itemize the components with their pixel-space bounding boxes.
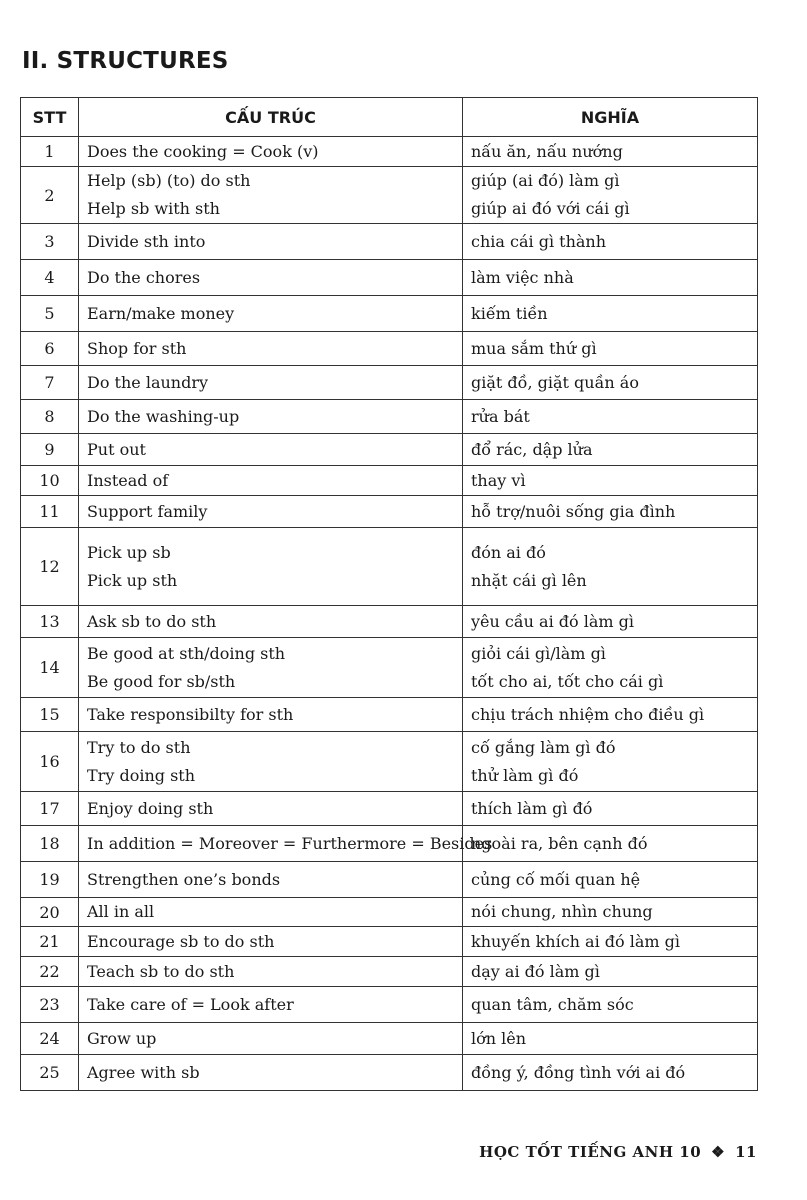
- structure-cell: [79, 434, 463, 466]
- table-row: [21, 898, 758, 927]
- table-body: [21, 137, 758, 1091]
- structure-text: Shop for sth: [87, 338, 187, 358]
- meaning-cell: [463, 792, 758, 826]
- row-number: 19: [21, 862, 79, 898]
- structure-cell: [79, 698, 463, 732]
- table-row: [21, 137, 758, 167]
- meaning-text: thích làm gì đó: [471, 798, 593, 818]
- row-number: 18: [21, 826, 79, 862]
- meaning-cell: [463, 927, 758, 957]
- meaning-text: ngoài ra, bên cạnh đó: [471, 833, 648, 853]
- structure-text: Do the washing-up: [87, 406, 240, 426]
- meaning-text: hỗ trợ/nuôi sống gia đình: [471, 501, 676, 521]
- book-title: HỌC TỐT TIẾNG ANH 10: [479, 1143, 702, 1161]
- table-row: [21, 366, 758, 400]
- table-row: [21, 434, 758, 466]
- row-number: 7: [21, 366, 79, 400]
- row-number: 5: [21, 296, 79, 332]
- structure-cell: [79, 1023, 463, 1055]
- row-number: 12: [21, 528, 79, 606]
- structure-cell: [79, 927, 463, 957]
- structure-cell: [79, 826, 493, 862]
- meaning-cell: [463, 528, 758, 606]
- row-number: 20: [21, 898, 79, 927]
- table-row: [21, 987, 758, 1023]
- section-title: II. STRUCTURES: [22, 48, 229, 74]
- meaning-cell: [463, 732, 758, 792]
- row-number: 15: [21, 698, 79, 732]
- structure-cell: [79, 987, 463, 1023]
- table-row: [21, 224, 758, 260]
- meaning-cell: [463, 698, 758, 732]
- structure-text: Enjoy doing sth: [87, 798, 214, 818]
- table-row: [21, 332, 758, 366]
- meaning-cell: [463, 434, 758, 466]
- meaning-text: thay vì: [471, 470, 526, 490]
- meaning-text: yêu cầu ai đó làm gì: [471, 611, 635, 631]
- structure-text: All in all: [87, 902, 155, 921]
- meaning-cell: [463, 366, 758, 400]
- meaning-cell: [463, 862, 758, 898]
- structure-cell: [79, 638, 463, 698]
- meaning-text: dạy ai đó làm gì: [471, 961, 600, 981]
- structure-cell: [79, 496, 463, 528]
- meaning-text: thử làm gì đó: [471, 765, 579, 785]
- structure-cell: [79, 137, 463, 167]
- structure-cell: [79, 400, 463, 434]
- structure-text: Be good for sb/sth: [87, 671, 236, 691]
- table-row: [21, 1055, 758, 1091]
- table-row: [21, 606, 758, 638]
- meaning-cell: [463, 224, 758, 260]
- table-row: [21, 496, 758, 528]
- table-row: [21, 296, 758, 332]
- meaning-cell: [463, 957, 758, 987]
- row-number: 21: [21, 927, 79, 957]
- structure-text: Strengthen one’s bonds: [87, 869, 281, 889]
- meaning-text: giỏi cái gì/làm gì: [471, 643, 606, 663]
- structure-cell: [79, 260, 463, 296]
- row-number: 10: [21, 466, 79, 496]
- meaning-text: mua sắm thứ gì: [471, 338, 597, 358]
- row-number: 23: [21, 987, 79, 1023]
- structure-text: Instead of: [87, 470, 169, 490]
- row-number: 13: [21, 606, 79, 638]
- meaning-text: nhặt cái gì lên: [471, 570, 587, 590]
- table-row: [21, 698, 758, 732]
- table-row: [21, 862, 758, 898]
- structure-cell: [79, 224, 463, 260]
- structure-text: Do the chores: [87, 267, 201, 287]
- meaning-cell: [463, 400, 758, 434]
- structure-cell: [79, 1055, 463, 1091]
- meaning-cell: [463, 296, 758, 332]
- row-number: 2: [21, 167, 79, 224]
- header-structure: CẤU TRÚC: [79, 98, 463, 137]
- meaning-text: đồng ý, đồng tình với ai đó: [471, 1062, 686, 1082]
- meaning-cell: [463, 466, 758, 496]
- meaning-cell: [463, 638, 758, 698]
- structure-cell: [79, 167, 463, 224]
- table-row: [21, 167, 758, 224]
- structure-cell: [79, 792, 463, 826]
- meaning-text: chia cái gì thành: [471, 231, 607, 251]
- structures-table: [20, 97, 758, 1091]
- structure-text: Ask sb to do sth: [87, 611, 217, 631]
- meaning-text: cố gắng làm gì đó: [471, 737, 616, 757]
- row-number: 22: [21, 957, 79, 987]
- meaning-text: chịu trách nhiệm cho điều gì: [471, 704, 705, 724]
- meaning-cell: [463, 1023, 758, 1055]
- structure-text: Be good at sth/doing sth: [87, 643, 286, 663]
- structure-cell: [79, 528, 463, 606]
- meaning-text: nói chung, nhìn chung: [471, 902, 653, 921]
- structure-text: Take responsibilty for sth: [87, 704, 294, 724]
- row-number: 6: [21, 332, 79, 366]
- page-number: 11: [735, 1143, 757, 1161]
- structure-text: Do the laundry: [87, 372, 209, 392]
- header-meaning: NGHĨA: [463, 98, 758, 137]
- structure-text: Agree with sb: [87, 1062, 200, 1082]
- row-number: 3: [21, 224, 79, 260]
- meaning-text: củng cố mối quan hệ: [471, 869, 641, 889]
- structure-text: Teach sb to do sth: [87, 961, 235, 981]
- structure-text: Earn/make money: [87, 303, 235, 323]
- structure-text: Put out: [87, 439, 146, 459]
- meaning-cell: [463, 987, 758, 1023]
- table-row: [21, 927, 758, 957]
- row-number: 14: [21, 638, 79, 698]
- row-number: 16: [21, 732, 79, 792]
- structure-cell: [79, 606, 463, 638]
- meaning-cell: [463, 167, 758, 224]
- page-footer: [479, 1143, 757, 1161]
- structure-text: Encourage sb to do sth: [87, 931, 275, 951]
- structure-cell: [79, 466, 463, 496]
- structure-text: Help (sb) (to) do sth: [87, 171, 251, 190]
- structure-text: Does the cooking = Cook (v): [87, 141, 319, 161]
- meaning-text: lớn lên: [471, 1028, 527, 1048]
- meaning-text: kiếm tiền: [471, 303, 548, 323]
- structure-text: Try to do sth: [87, 737, 191, 757]
- structure-text: In addition = Moreover = Furthermore = Besides: [87, 833, 493, 853]
- table-row: [21, 732, 758, 792]
- meaning-text: tốt cho ai, tốt cho cái gì: [471, 671, 664, 691]
- structure-cell: [79, 366, 463, 400]
- row-number: 17: [21, 792, 79, 826]
- meaning-text: giúp (ai đó) làm gì: [471, 171, 620, 190]
- meaning-cell: [463, 606, 758, 638]
- table-row: [21, 957, 758, 987]
- meaning-text: giúp ai đó với cái gì: [471, 199, 630, 218]
- structure-cell: [79, 957, 463, 987]
- structure-text: Support family: [87, 501, 208, 521]
- table-row: [21, 792, 758, 826]
- structure-cell: [79, 732, 463, 792]
- table-row: [21, 638, 758, 698]
- row-number: 8: [21, 400, 79, 434]
- row-number: 1: [21, 137, 79, 167]
- meaning-cell: [463, 332, 758, 366]
- meaning-text: khuyến khích ai đó làm gì: [471, 931, 681, 951]
- row-number: 9: [21, 434, 79, 466]
- meaning-cell: [463, 137, 758, 167]
- structure-text: Grow up: [87, 1028, 157, 1048]
- meaning-text: đổ rác, dập lửa: [471, 439, 593, 459]
- structure-cell: [79, 296, 463, 332]
- structure-cell: [79, 332, 463, 366]
- meaning-text: đón ai đó: [471, 542, 546, 562]
- meaning-text: giặt đồ, giặt quần áo: [471, 372, 639, 392]
- table-row: [21, 260, 758, 296]
- structure-text: Take care of = Look after: [87, 994, 294, 1014]
- structure-text: Pick up sth: [87, 570, 178, 590]
- row-number: 24: [21, 1023, 79, 1055]
- structure-text: Help sb with sth: [87, 199, 220, 218]
- table-row: [21, 1023, 758, 1055]
- meaning-cell: [463, 260, 758, 296]
- meaning-cell: [463, 1055, 758, 1091]
- structure-text: Pick up sb: [87, 542, 171, 562]
- meaning-text: nấu ăn, nấu nướng: [471, 141, 623, 161]
- table-row: [21, 466, 758, 496]
- row-number: 11: [21, 496, 79, 528]
- row-number: 4: [21, 260, 79, 296]
- meaning-cell: [463, 898, 758, 927]
- structure-text: Try doing sth: [87, 765, 196, 785]
- meaning-cell: [463, 496, 758, 528]
- meaning-cell: [463, 826, 758, 862]
- meaning-text: rửa bát: [471, 406, 530, 426]
- table-row: [21, 826, 758, 862]
- table-header-row: [21, 98, 758, 137]
- meaning-text: làm việc nhà: [471, 267, 574, 287]
- structure-cell: [79, 862, 463, 898]
- structure-text: Divide sth into: [87, 231, 206, 251]
- header-stt: STT: [21, 98, 79, 137]
- table-row: [21, 528, 758, 606]
- table-row: [21, 400, 758, 434]
- diamond-separator-icon: ❖: [711, 1143, 726, 1161]
- structure-cell: [79, 898, 463, 927]
- row-number: 25: [21, 1055, 79, 1091]
- meaning-text: quan tâm, chăm sóc: [471, 994, 634, 1014]
